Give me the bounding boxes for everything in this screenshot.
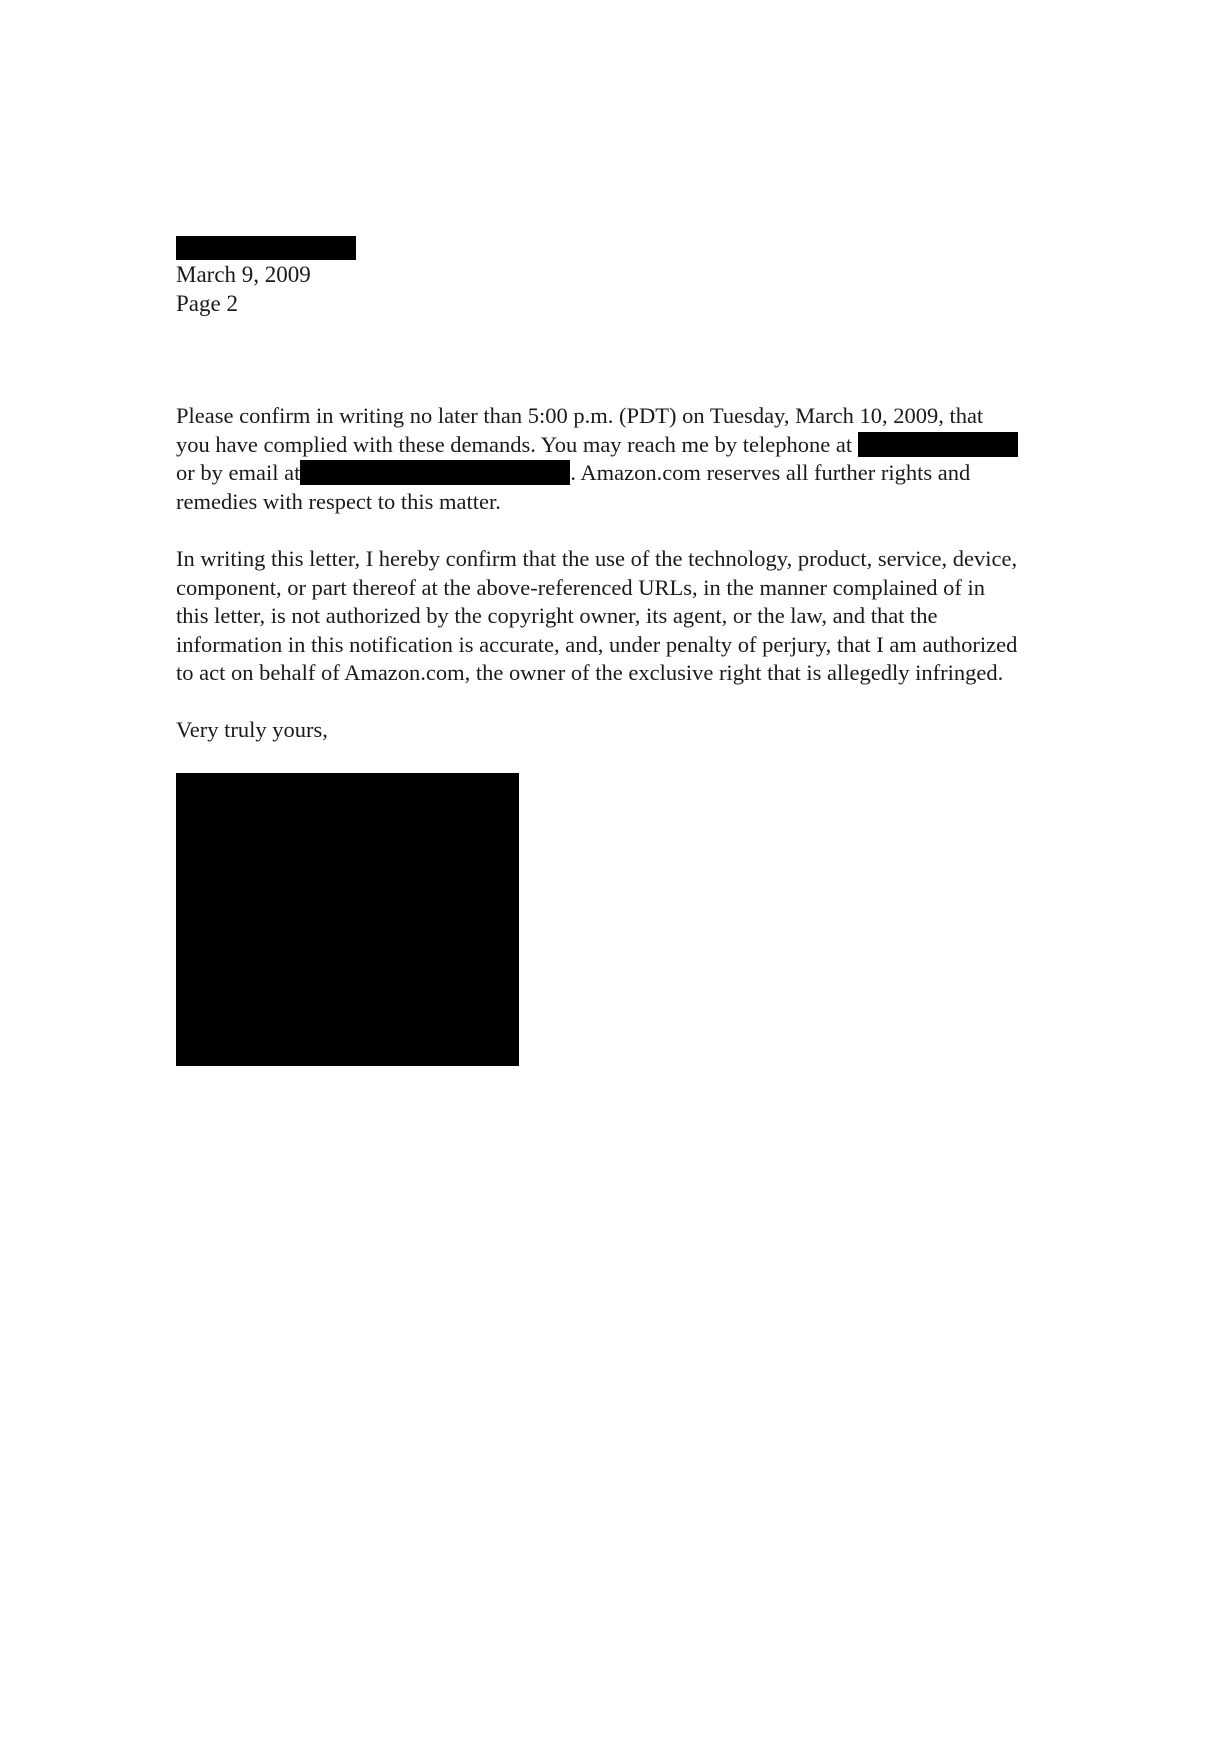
closing: Very truly yours, (176, 717, 328, 742)
email-redaction (300, 460, 570, 485)
signature-redaction (176, 773, 519, 1066)
confirmation-paragraph (176, 402, 1018, 516)
recipient-redaction (176, 236, 356, 260)
paragraph-line-text: you have complied with these demands. You may reach me by telephone at (176, 431, 853, 457)
telephone-redaction (858, 432, 1018, 457)
paragraph-line-text: or by email at (176, 460, 301, 485)
paragraph-line (176, 431, 1018, 460)
paragraph-line (176, 459, 1018, 488)
certification-paragraph (176, 545, 1017, 688)
paragraph-line-text: . Amazon.com reserves all further rights and (570, 460, 971, 485)
paragraph-line: remedies with respect to this matter. (176, 488, 501, 514)
paragraph-line: In writing this letter, I hereby confirm that the use of the technology, product, service, device, (176, 546, 1018, 571)
paragraph-line: Please confirm in writing no later than 5:00 p.m. (PDT) on Tuesday, March 10, 2009, that (176, 403, 984, 428)
paragraph-line: to act on behalf of Amazon.com, the owner of the exclusive right that is allegedly infringed. (176, 660, 1004, 685)
paragraph-line: information in this notification is accurate, and, under penalty of perjury, that I am authorized (176, 631, 1018, 657)
paragraph-line: this letter, is not authorized by the copyright owner, its agent, or the law, and that the (176, 603, 938, 628)
page-number: Page 2 (176, 291, 238, 316)
letter-date: March 9, 2009 (176, 262, 311, 287)
paragraph-line: component, or part thereof at the above-referenced URLs, in the manner complained of in (176, 574, 986, 600)
